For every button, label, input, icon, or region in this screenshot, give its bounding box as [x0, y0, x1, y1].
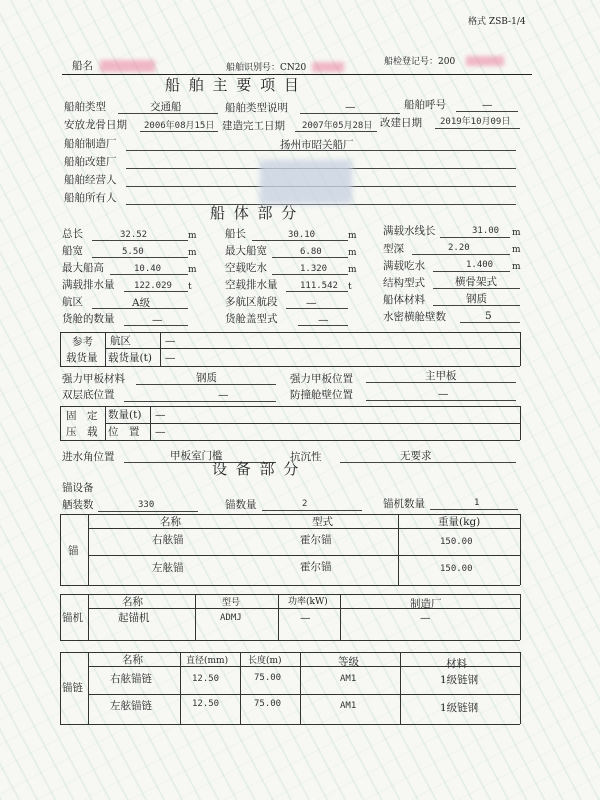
- hold-count-value: —: [152, 314, 163, 326]
- registration-label: 船检登记号：200: [384, 57, 456, 67]
- redacted-owner-info: [260, 160, 352, 204]
- equipment-number-label: 舾装数: [62, 499, 94, 511]
- lbp-value: 30.10: [288, 230, 316, 240]
- equipment-number-value: 330: [138, 500, 155, 510]
- windlass-row-name: 起锚机: [118, 612, 150, 624]
- chain-row-1-grade: AM1: [340, 674, 357, 684]
- fixed-ballast-label-2: 压 载: [66, 426, 98, 438]
- rebuild-date-value: 2019年10月09日: [440, 117, 511, 127]
- double-bottom-value: —: [218, 389, 229, 401]
- lbp-label: 船长: [225, 228, 246, 240]
- certificate-page: 格式 ZSB-1/4 船名 船舶识别号：CN20 船检登记号：200 船 舶 主 要 项 目 船舶类型 交通船 船舶类型说明 — 船舶呼号 — 安放龙骨日期 2006年08月15日 建造完工日期 2007年05月28日 改建日期 2019年10月09日 船舶制造厂 扬州市昭关船厂 船舶改建厂 船舶经营人 船舶所有人 船 体 部 分 总长 32.52 m 船长 30.10 m 满载水线长 31.00 m 船宽 5.50 m 最大船宽 6.80 m 型深 2.20 m 最大船高 10.40 m 空载吃水 1.320 m 满载吃水 1.400 m 满载排水量 122.029 t 空载排水量 111.542 t 结构型式 横骨架式 航区 A级 多航区航段 — 船体材料 钢质 货舱的数量 — 货舱盖型式 — 水密横舱壁数 5 参考 载货量 航区 — 载货量(t) — 强力甲板材料 钢质 强力甲板位置 主甲板 双层底位置 — 防撞舱壁位置 — 固 定 压 载 数量(t) — 位 置 — 进水角位置 甲板室门槛 抗沉性 无要求 设 备 部 分 锚设备 舾装数 330 锚数量 2 锚机数量 1 锚 名称 型式 重量(kg) 右舷锚 霍尔锚 150.00 左舷锚 霍尔锚 150.00 锚机 名称 型号 功率(kW) 制造厂 起锚机 ADMJ — — 锚链 名称 直径(mm) 长度(m) 等级 材料 右舷锚链 12.50 75.00 AM1 1级链钢 左舷锚链 12.50 75.00 AM1 1级链钢: [0, 0, 600, 800]
- bulkhead-count-value: 5: [485, 310, 492, 322]
- double-bottom-label: 双层底位置: [62, 389, 115, 401]
- multi-area-label: 多航区航段: [225, 296, 278, 308]
- rebuild-date-label: 改建日期: [380, 117, 422, 129]
- frame-type-label: 结构型式: [383, 277, 425, 289]
- lwl-value: 31.00: [472, 226, 500, 236]
- chain-row-1-length: 75.00: [254, 673, 282, 683]
- rebuilder-label: 船舶改建厂: [64, 156, 117, 168]
- anchor-col-weight: 重量(kg): [438, 516, 481, 528]
- collision-bulkhead-label: 防撞舱壁位置: [290, 389, 353, 401]
- capacity-label: 载货量: [66, 352, 98, 364]
- call-sign-value: —: [482, 99, 493, 111]
- ship-id-label: 船舶识别号：CN20: [226, 63, 307, 73]
- anchor-col-name: 名称: [160, 516, 181, 528]
- nav-area-label: 航区: [62, 296, 83, 308]
- reference-label: 参考: [72, 336, 93, 348]
- loa-value: 32.52: [120, 230, 148, 240]
- anchor-equipment-title: 锚设备: [62, 482, 94, 494]
- capacity-value: —: [165, 352, 176, 364]
- chain-row-1-diameter: 12.50: [192, 674, 220, 684]
- light-displacement-value: 111.542: [300, 281, 338, 291]
- chain-col-diameter: 直径(mm): [186, 656, 229, 666]
- windlass-col-name: 名称: [122, 596, 143, 608]
- chain-col-length: 长度(m): [248, 656, 282, 666]
- top-rule: [62, 74, 532, 75]
- multi-area-value: —: [306, 297, 317, 309]
- chain-row-2-grade: AM1: [340, 701, 357, 711]
- chain-col-material: 材料: [446, 658, 467, 670]
- fixed-ballast-label-1: 固 定: [66, 410, 98, 422]
- hull-material-label: 船体材料: [383, 294, 425, 306]
- anchor-row-2-weight: 150.00: [440, 564, 473, 574]
- ref-area-label: 航区: [110, 335, 131, 347]
- windlass-row-power: —: [300, 612, 311, 624]
- anchor-count-value: 2: [302, 499, 308, 509]
- windlass-count-label: 锚机数量: [383, 498, 425, 510]
- ballast-qty-label: 数量(t): [108, 409, 142, 421]
- light-draft-value: 1.320: [300, 264, 328, 274]
- max-breadth-value: 6.80: [300, 247, 322, 257]
- anchor-row-1-type: 霍尔锚: [300, 534, 332, 546]
- anchor-row-2-name: 左舷锚: [152, 562, 184, 574]
- ship-type-value: 交通船: [150, 101, 182, 113]
- subdivision-label: 抗沉性: [290, 451, 322, 463]
- loa-label: 总长: [62, 228, 83, 240]
- subdivision-value: 无要求: [400, 450, 432, 462]
- loaded-draft-value: 1.400: [466, 260, 494, 270]
- main-section-title: 船 舶 主 要 项 目: [165, 76, 301, 94]
- hold-count-label: 货舱的数量: [62, 313, 115, 325]
- anchor-row-1-weight: 150.00: [440, 537, 473, 547]
- deck-position-value: 主甲板: [425, 370, 457, 382]
- hatch-type-label: 货舱盖型式: [225, 313, 278, 325]
- breadth-label: 船宽: [62, 245, 83, 257]
- chain-row-2-name: 左舷锚链: [110, 700, 152, 712]
- operator-label: 船舶经营人: [64, 174, 117, 186]
- max-breadth-label: 最大船宽: [225, 245, 267, 257]
- equipment-section-title: 设 备 部 分: [212, 460, 301, 478]
- chain-row-2-material: 1级链钢: [440, 702, 479, 714]
- depth-label: 型深: [383, 243, 404, 255]
- light-draft-label: 空载吃水: [225, 262, 267, 274]
- ballast-qty-value: —: [155, 409, 166, 421]
- full-displacement-label: 满载排水量: [62, 279, 115, 291]
- flood-angle-value: 甲板室门槛: [170, 450, 223, 462]
- windlass-col-maker: 制造厂: [410, 598, 442, 610]
- nav-area-value: A级: [132, 297, 151, 309]
- depth-value: 2.20: [448, 243, 470, 253]
- windlass-side-label: 锚机: [62, 612, 83, 624]
- call-sign-label: 船舶呼号: [404, 99, 446, 111]
- windlass-count-value: 1: [474, 498, 480, 508]
- lwl-label: 满载水线长: [383, 225, 436, 237]
- ship-type-desc-label: 船舶类型说明: [225, 102, 288, 114]
- keel-date-value: 2006年08月15日: [144, 121, 215, 131]
- deck-position-label: 强力甲板位置: [290, 373, 353, 385]
- deck-material-label: 强力甲板材料: [62, 373, 125, 385]
- light-displacement-label: 空载排水量: [225, 279, 278, 291]
- ship-type-desc-value: —: [345, 101, 356, 113]
- format-code: 格式 ZSB-1/4: [468, 17, 526, 27]
- hull-material-value: 钢质: [466, 293, 487, 305]
- anchor-row-1-name: 右舷锚: [152, 534, 184, 546]
- ballast-pos-value: —: [155, 426, 166, 438]
- builder-value: 扬州市昭关船厂: [280, 139, 354, 151]
- ref-area-value: —: [165, 335, 176, 347]
- full-displacement-value: 122.029: [134, 281, 172, 291]
- max-height-value: 10.40: [134, 264, 162, 274]
- anchor-side-label: 锚: [68, 545, 79, 557]
- anchor-count-label: 锚数量: [225, 499, 257, 511]
- redacted-ship-id: [312, 62, 344, 72]
- deck-material-value: 钢质: [196, 372, 217, 384]
- anchor-row-2-type: 霍尔锚: [300, 561, 332, 573]
- bulkhead-count-label: 水密横舱壁数: [383, 311, 446, 323]
- windlass-row-model: ADMJ: [220, 613, 242, 623]
- keel-date-label: 安放龙骨日期: [64, 119, 127, 131]
- windlass-row-maker: —: [420, 612, 431, 624]
- collision-bulkhead-value: —: [438, 388, 449, 400]
- hull-section-title: 船 体 部 分: [210, 204, 299, 222]
- chain-row-2-length: 75.00: [254, 699, 282, 709]
- hatch-type-value: —: [318, 314, 329, 326]
- redacted-registration: [466, 56, 504, 66]
- redacted-ship-name: [100, 60, 155, 72]
- chain-row-1-material: 1级链钢: [440, 674, 479, 686]
- capacity-sub-label: 载货量(t): [108, 352, 152, 364]
- chain-col-name: 名称: [122, 654, 143, 666]
- ship-type-label: 船舶类型: [64, 101, 106, 113]
- ballast-pos-label: 位 置: [108, 426, 140, 438]
- max-height-label: 最大船高: [62, 262, 104, 274]
- owner-label: 船舶所有人: [64, 192, 117, 204]
- frame-type-value: 横骨架式: [455, 276, 497, 288]
- chain-row-1-name: 右舷锚链: [110, 673, 152, 685]
- chain-row-2-diameter: 12.50: [192, 699, 220, 709]
- breadth-value: 5.50: [122, 247, 144, 257]
- chain-side-label: 锚链: [62, 682, 83, 694]
- built-date-value: 2007年05月28日: [302, 121, 373, 131]
- ship-name-label: 船名: [72, 60, 93, 72]
- windlass-col-model: 型号: [222, 598, 241, 608]
- windlass-col-power: 功率(kW): [288, 597, 328, 607]
- chain-col-grade: 等级: [338, 656, 359, 668]
- builder-label: 船舶制造厂: [64, 138, 117, 150]
- anchor-col-type: 型式: [312, 516, 333, 528]
- loaded-draft-label: 满载吃水: [383, 260, 425, 272]
- built-date-label: 建造完工日期: [222, 120, 285, 132]
- flood-angle-label: 进水角位置: [62, 451, 115, 463]
